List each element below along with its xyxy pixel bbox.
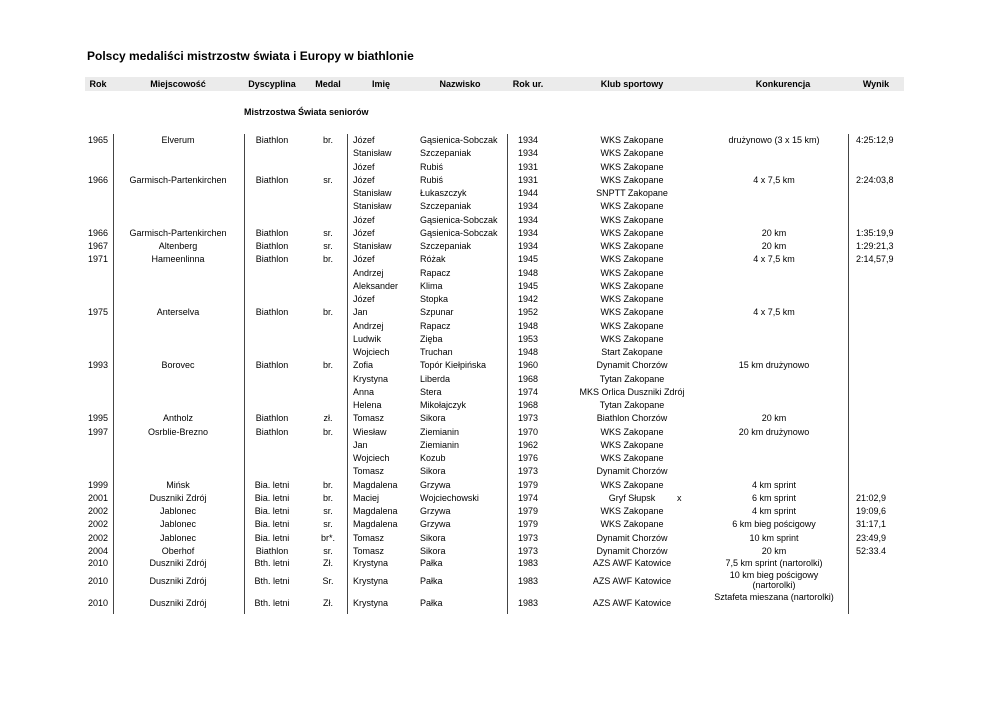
cell-event: 7,5 km sprint (nartorolki) — [725, 558, 823, 568]
cell-event: 6 km sprint — [751, 492, 797, 503]
cell-event: 4 x 7,5 km — [753, 254, 795, 265]
cell-first-name: Stanisław — [353, 241, 392, 251]
cell-birth-year: 1974 — [517, 492, 539, 503]
cell-club: WKS Zakopane — [600, 426, 664, 437]
cell-medal: br. — [322, 492, 334, 503]
cell-club: Gryf Słupsk — [608, 492, 656, 503]
cell-place: Altenberg — [158, 241, 198, 251]
cell-first-name: Krystyna — [353, 576, 389, 586]
header-place: Miejscowość — [150, 79, 206, 89]
cell-first-name: Tomasz — [353, 545, 385, 556]
cell-discipline: Bth. letni — [254, 558, 290, 568]
cell-first-name: Krystyna — [353, 598, 389, 608]
cell-result: 19:09,6 — [856, 506, 887, 516]
cell-place: Antholz — [162, 413, 194, 424]
cell-birth-year: 1968 — [517, 373, 539, 384]
cell-discipline: Biathlon — [255, 413, 289, 424]
cell-birth-year: 1944 — [517, 188, 539, 198]
cell-discipline: Biathlon — [255, 360, 289, 371]
cell-birth-year: 1960 — [517, 360, 539, 371]
cell-place: Garmisch-Partenkirchen — [129, 174, 227, 185]
cell-last-name: Sikora — [420, 532, 446, 543]
cell-medal: br. — [322, 479, 334, 490]
cell-year: 1966 — [87, 174, 109, 185]
cell-medal: zł. — [323, 413, 333, 424]
cell-last-name: Łukaszczyk — [420, 188, 467, 198]
cell-event: 20 km — [761, 227, 787, 238]
cell-club: Start Zakopane — [601, 347, 663, 357]
cell-club: WKS Zakopane — [600, 148, 664, 159]
cell-medal: br. — [322, 307, 334, 318]
cell-result: 2:14,57,9 — [856, 254, 894, 265]
cell-club: Tytan Zakopane — [599, 400, 665, 410]
cell-event: 20 km — [761, 413, 787, 424]
cell-result: 2:24:03,8 — [856, 174, 894, 185]
cell-club: AZS AWF Katowice — [592, 598, 672, 608]
cell-first-name: Magdalena — [353, 519, 398, 530]
cell-last-name: Grzywa — [420, 519, 451, 530]
cell-place: Elverum — [161, 135, 195, 145]
cell-place: Oberhof — [161, 545, 195, 556]
cell-club: Dynamit Chorzów — [596, 360, 668, 371]
cell-club: WKS Zakopane — [600, 241, 664, 251]
cell-year: 1971 — [87, 254, 109, 265]
header-club: Klub sportowy — [600, 79, 664, 89]
cell-birth-year: 1948 — [517, 320, 539, 331]
cell-discipline: Biathlon — [255, 174, 289, 185]
cell-discipline: Bia. letni — [254, 519, 290, 530]
cell-year: 2002 — [87, 506, 109, 516]
cell-event: 4 x 7,5 km — [753, 307, 795, 318]
cell-birth-year: 1968 — [517, 400, 539, 410]
cell-first-name: Magdalena — [353, 479, 398, 490]
cell-club: WKS Zakopane — [600, 267, 664, 278]
cell-last-name: Mikołajczyk — [420, 400, 467, 410]
cell-first-name: Stanisław — [353, 201, 392, 212]
cell-first-name: Helena — [353, 400, 382, 410]
cell-club: Dynamit Chorzów — [596, 532, 668, 543]
cell-club: Tytan Zakopane — [599, 373, 665, 384]
header-first-name: Imię — [371, 79, 391, 89]
cell-club: AZS AWF Katowice — [592, 558, 672, 568]
cell-medal: br. — [322, 426, 334, 437]
cell-medal: sr. — [323, 506, 333, 516]
cell-last-name: Grzywa — [420, 506, 451, 516]
cell-place: Borovec — [161, 360, 195, 371]
cell-birth-year: 1976 — [517, 453, 539, 463]
cell-first-name: Józef — [353, 174, 375, 185]
cell-club: WKS Zakopane — [600, 519, 664, 530]
column-divider — [113, 134, 114, 614]
cell-event: 4 km sprint — [751, 479, 797, 490]
cell-year: 1965 — [87, 135, 109, 145]
cell-club: SNPTT Zakopane — [596, 188, 668, 198]
cell-birth-year: 1983 — [517, 598, 539, 608]
cell-birth-year: 1983 — [517, 558, 539, 568]
column-divider — [507, 134, 508, 614]
cell-medal: br. — [322, 135, 334, 145]
cell-birth-year: 1934 — [517, 201, 539, 212]
cell-birth-year: 1948 — [517, 347, 539, 357]
cell-birth-year: 1934 — [517, 135, 539, 145]
cell-year: 1966 — [87, 227, 109, 238]
cell-birth-year: 1962 — [517, 439, 539, 450]
cell-first-name: Tomasz — [353, 413, 385, 424]
cell-first-name: Jan — [353, 307, 368, 318]
cell-first-name: Józef — [353, 254, 375, 265]
cell-club: WKS Zakopane — [600, 294, 664, 304]
cell-birth-year: 1934 — [517, 214, 539, 225]
cell-club: Dynamit Chorzów — [596, 466, 668, 477]
cell-last-name: Szczepaniak — [420, 241, 472, 251]
cell-club: WKS Zakopane — [600, 479, 664, 490]
cell-result: 31:17,1 — [856, 519, 887, 530]
cell-club: Dynamit Chorzów — [596, 545, 668, 556]
cell-medal: br. — [322, 360, 334, 371]
cell-birth-year: 1931 — [517, 161, 539, 172]
cell-medal: Sr. — [322, 576, 334, 586]
cell-discipline: Biathlon — [255, 426, 289, 437]
cell-club: WKS Zakopane — [600, 439, 664, 450]
cell-club: AZS AWF Katowice — [592, 576, 672, 586]
cell-discipline: Bth. letni — [254, 576, 290, 586]
cell-first-name: Anna — [353, 386, 375, 397]
cell-birth-year: 1973 — [517, 413, 539, 424]
cell-birth-year: 1948 — [517, 267, 539, 278]
cell-result: 1:29:21,3 — [856, 241, 894, 251]
cell-birth-year: 1934 — [517, 148, 539, 159]
cell-first-name: Stanisław — [353, 148, 392, 159]
cell-year: 2004 — [87, 545, 109, 556]
cell-place: Hameenlinna — [151, 254, 205, 265]
cell-discipline: Bia. letni — [254, 479, 290, 490]
cell-result: 23:49,9 — [856, 532, 887, 543]
cell-birth-year: 1979 — [517, 479, 539, 490]
cell-last-name: Szpunar — [420, 307, 454, 318]
cell-last-name: Kozub — [420, 453, 446, 463]
column-divider — [347, 134, 348, 614]
cell-last-name: Topór Kiełpińska — [420, 360, 487, 371]
cell-discipline: Biathlon — [255, 254, 289, 265]
cell-birth-year: 1942 — [517, 294, 539, 304]
cell-birth-year: 1973 — [517, 532, 539, 543]
cell-birth-year: 1953 — [517, 333, 539, 344]
cell-birth-year: 1945 — [517, 280, 539, 291]
cell-last-name: Różak — [420, 254, 446, 265]
cell-last-name: Wojciechowski — [420, 492, 479, 503]
cell-first-name: Stanisław — [353, 188, 392, 198]
cell-last-name: Rapacz — [420, 320, 451, 331]
cell-first-name: Zofia — [353, 360, 374, 371]
cell-discipline: Bia. letni — [254, 506, 290, 516]
cell-year: 2010 — [87, 598, 109, 608]
cell-first-name: Aleksander — [353, 280, 399, 291]
cell-place: Mińsk — [166, 479, 190, 490]
cell-event: 15 km drużynowo — [738, 360, 810, 371]
cell-place: Anterselva — [156, 307, 200, 318]
cell-birth-year: 1934 — [517, 227, 539, 238]
cell-medal: Zł. — [323, 558, 333, 568]
cell-last-name: Pałka — [420, 598, 443, 608]
cell-club: WKS Zakopane — [600, 333, 664, 344]
cell-club: WKS Zakopane — [600, 174, 664, 185]
cell-year: 2002 — [87, 519, 109, 530]
cell-year: 1975 — [87, 307, 109, 318]
cell-last-name: Rapacz — [420, 267, 451, 278]
cell-event: drużynowo (3 x 15 km) — [728, 135, 820, 145]
cell-event: Sztafeta mieszana (nartorolki) — [714, 592, 834, 602]
cell-discipline: Biathlon — [255, 135, 289, 145]
header-birth-year: Rok ur. — [512, 79, 544, 89]
cell-result: 1:35:19,9 — [856, 227, 894, 238]
cell-first-name: Józef — [353, 161, 375, 172]
cell-club: WKS Zakopane — [600, 227, 664, 238]
cell-birth-year: 1945 — [517, 254, 539, 265]
cell-year: 1967 — [87, 241, 109, 251]
cell-discipline: Biathlon — [255, 241, 289, 251]
cell-result: 4:25:12,9 — [856, 135, 894, 145]
cell-birth-year: 1979 — [517, 519, 539, 530]
cell-year: 2010 — [87, 576, 109, 586]
cell-discipline: Biathlon — [255, 307, 289, 318]
cell-event: 4 km sprint — [751, 506, 797, 516]
cell-first-name: Józef — [353, 294, 375, 304]
cell-last-name: Stera — [420, 386, 442, 397]
cell-last-name: Ziemianin — [420, 439, 460, 450]
document-title: Polscy medaliści mistrzostw świata i Europy w biathlonie — [87, 49, 414, 63]
cell-club: WKS Zakopane — [600, 254, 664, 265]
cell-first-name: Józef — [353, 214, 375, 225]
cell-club: WKS Zakopane — [600, 320, 664, 331]
cell-event: 20 km — [761, 241, 787, 251]
header-last-name: Nazwisko — [439, 79, 481, 89]
cell-place: Osrblie-Brezno — [147, 426, 209, 437]
header-discipline: Dyscyplina — [248, 79, 296, 89]
cell-birth-year: 1973 — [517, 545, 539, 556]
cell-last-name: Sikora — [420, 413, 446, 424]
cell-place: Garmisch-Partenkirchen — [129, 227, 227, 238]
cell-result: 21:02,9 — [856, 492, 887, 503]
cell-first-name: Ludwik — [353, 333, 382, 344]
cell-year: 1999 — [87, 479, 109, 490]
cell-discipline: Bia. letni — [254, 492, 290, 503]
cell-first-name: Wojciech — [353, 453, 390, 463]
cell-year: 2010 — [87, 558, 109, 568]
cell-last-name: Sikora — [420, 466, 446, 477]
cell-event: 6 km bieg pościgowy — [732, 519, 816, 530]
header-year: Rok — [89, 79, 107, 89]
cell-place: Jablonec — [159, 506, 197, 516]
cell-last-name: Stopka — [420, 294, 449, 304]
header-result: Wynik — [862, 79, 890, 89]
cell-last-name: Pałka — [420, 558, 443, 568]
cell-place: Duszniki Zdrój — [149, 598, 207, 608]
cell-place: Jablonec — [159, 519, 197, 530]
cell-last-name: Ziemianin — [420, 426, 460, 437]
cell-last-name: Gąsienica-Sobczak — [420, 227, 498, 238]
cell-last-name: Szczepaniak — [420, 148, 472, 159]
section-heading: Mistrzostwa Świata seniorów — [244, 107, 369, 117]
cell-year: 1993 — [87, 360, 109, 371]
cell-club: MKS Orlica Duszniki Zdrój — [579, 386, 685, 397]
cell-medal: br. — [322, 254, 334, 265]
cell-last-name: Zięba — [420, 333, 443, 344]
cell-last-name: Rubiś — [420, 161, 444, 172]
cell-birth-year: 1973 — [517, 466, 539, 477]
cell-discipline: Biathlon — [255, 545, 289, 556]
cell-medal: Zł. — [323, 598, 333, 608]
cell-club: WKS Zakopane — [600, 453, 664, 463]
cell-first-name: Jan — [353, 439, 368, 450]
cell-place: Jablonec — [159, 532, 197, 543]
cell-last-name: Truchan — [420, 347, 453, 357]
cell-event: 10 km bieg pościgowy (nartorolki) — [729, 570, 819, 590]
cell-event: 20 km — [761, 545, 787, 556]
cell-first-name: Magdalena — [353, 506, 398, 516]
column-divider — [848, 134, 849, 614]
cell-last-name: Gąsienica-Sobczak — [420, 214, 498, 225]
cell-year: 2001 — [87, 492, 109, 503]
cell-first-name: Tomasz — [353, 466, 385, 477]
cell-medal: br*. — [320, 532, 336, 543]
cell-first-name: Wiesław — [353, 426, 387, 437]
cell-last-name: Rubiś — [420, 174, 444, 185]
cell-last-name: Liberda — [420, 373, 451, 384]
column-divider — [244, 134, 245, 614]
cell-place: Duszniki Zdrój — [149, 576, 207, 586]
cell-first-name: Maciej — [353, 492, 380, 503]
cell-place: Duszniki Zdrój — [149, 492, 207, 503]
cell-place: Duszniki Zdrój — [149, 558, 207, 568]
cell-last-name: Szczepaniak — [420, 201, 472, 212]
cell-medal: sr. — [323, 519, 333, 530]
cell-last-name: Sikora — [420, 545, 446, 556]
cell-first-name: Tomasz — [353, 532, 385, 543]
cell-birth-year: 1974 — [517, 386, 539, 397]
cell-club: WKS Zakopane — [600, 201, 664, 212]
cell-event: 20 km drużynowo — [738, 426, 810, 437]
cell-first-name: Andrzej — [353, 320, 384, 331]
cell-birth-year: 1931 — [517, 174, 539, 185]
cell-last-name: Klima — [420, 280, 443, 291]
cell-club: WKS Zakopane — [600, 307, 664, 318]
cell-first-name: Krystyna — [353, 373, 389, 384]
cell-birth-year: 1970 — [517, 426, 539, 437]
cell-medal: sr. — [323, 545, 333, 556]
cell-year: 2002 — [87, 532, 109, 543]
cell-first-name: Wojciech — [353, 347, 390, 357]
cell-first-name: Józef — [353, 227, 375, 238]
cell-club: Biathlon Chorzów — [596, 413, 668, 424]
cell-first-name: Krystyna — [353, 558, 389, 568]
cell-year: 1995 — [87, 413, 109, 424]
cell-club: WKS Zakopane — [600, 135, 664, 145]
cell-club: WKS Zakopane — [600, 506, 664, 516]
cell-medal: sr. — [323, 241, 333, 251]
cell-last-name: Gąsienica-Sobczak — [420, 135, 498, 145]
cell-last-name: Pałka — [420, 576, 443, 586]
cell-year: 1997 — [87, 426, 109, 437]
cell-discipline: Biathlon — [255, 227, 289, 238]
cell-club: WKS Zakopane — [600, 214, 664, 225]
cell-last-name: Grzywa — [420, 479, 451, 490]
cell-club: WKS Zakopane — [600, 161, 664, 172]
stray-mark: x — [677, 493, 682, 503]
header-medal: Medal — [315, 79, 341, 89]
cell-first-name: Andrzej — [353, 267, 384, 278]
cell-birth-year: 1952 — [517, 307, 539, 318]
cell-club: WKS Zakopane — [600, 280, 664, 291]
cell-medal: sr. — [323, 174, 333, 185]
cell-medal: sr. — [323, 227, 333, 238]
cell-birth-year: 1983 — [517, 576, 539, 586]
header-event: Konkurencja — [755, 79, 811, 89]
cell-birth-year: 1934 — [517, 241, 539, 251]
cell-discipline: Bth. letni — [254, 598, 290, 608]
cell-first-name: Józef — [353, 135, 375, 145]
cell-result: 52:33.4 — [856, 545, 887, 556]
cell-event: 10 km sprint — [749, 532, 799, 543]
cell-discipline: Bia. letni — [254, 532, 290, 543]
cell-event: 4 x 7,5 km — [753, 174, 795, 185]
cell-birth-year: 1979 — [517, 506, 539, 516]
